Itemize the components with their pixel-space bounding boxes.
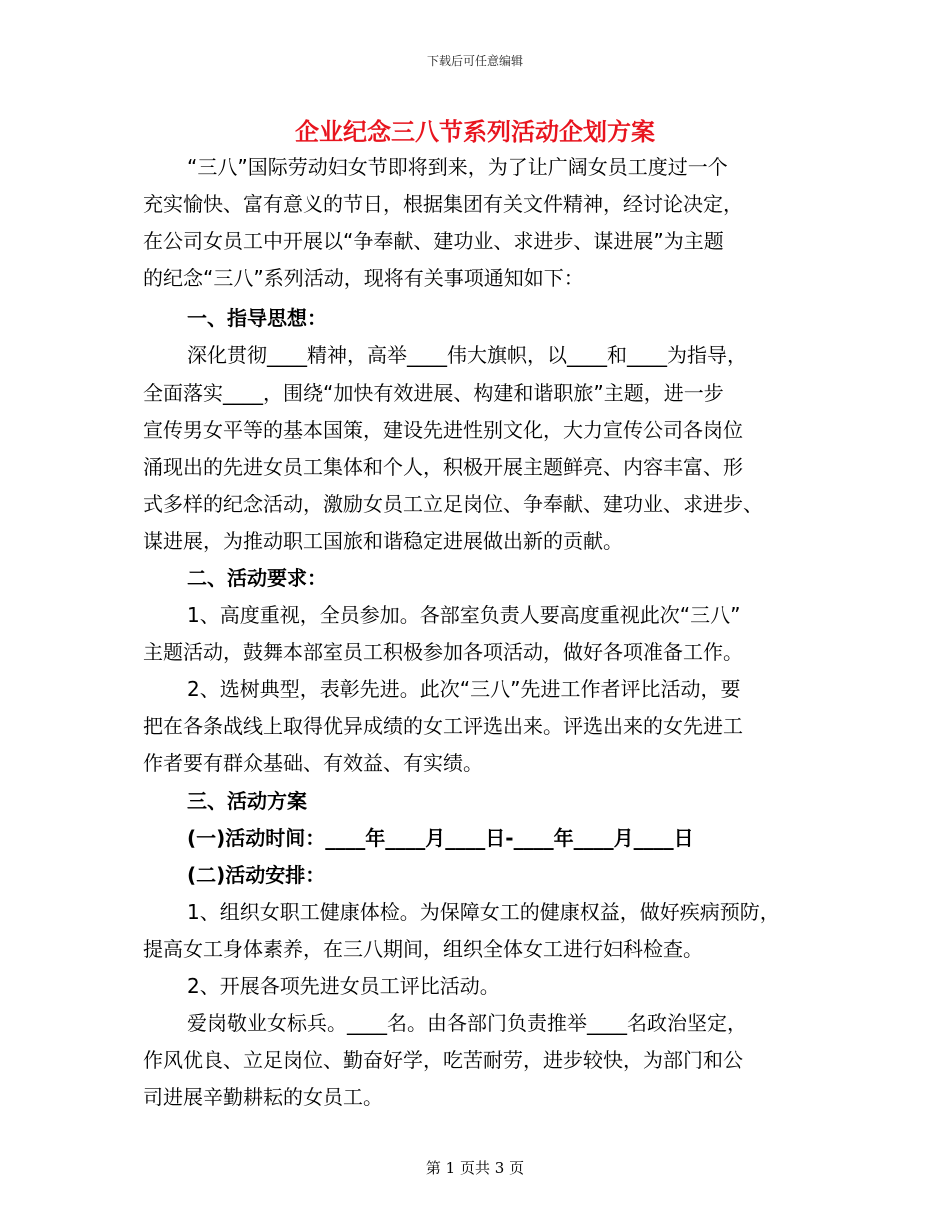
section-heading: 三、活动方案 bbox=[187, 789, 307, 813]
paragraph-line: 爱岗敬业女标兵。____名。由各部门负责推举____名政治坚定， bbox=[187, 1011, 747, 1035]
page-header: 下载后可任意编辑 bbox=[426, 54, 523, 68]
paragraph-line: 全面落实____，围绕“加快有效进展、构建和谐职旅”主题，进一步 bbox=[143, 381, 724, 405]
paragraph-line: 2、选树典型，表彰先进。此次“三八”先进工作者评比活动，要 bbox=[187, 677, 741, 701]
paragraph-line: 深化贯彻____精神，高举____伟大旗帜，以____和____为指导， bbox=[187, 343, 747, 367]
paragraph-line: 宣传男女平等的基本国策，建设先进性别文化，大力宣传公司各岗位 bbox=[143, 418, 743, 442]
paragraph-line: 把在各条战线上取得优异成绩的女工评选出来。评选出来的女先进工 bbox=[143, 714, 743, 738]
paragraph-line: 在公司女员工中开展以“争奉献、建功业、求进步、谋进展”为主题 bbox=[143, 229, 724, 253]
subsection-heading: (二)活动安排： bbox=[187, 863, 326, 887]
paragraph-line: 作风优良、立足岗位、勤奋好学，吃苦耐劳，进步较快，为部门和公 bbox=[143, 1048, 743, 1072]
section-heading: 二、活动要求： bbox=[187, 566, 327, 590]
document-title: 企业纪念三八节系列活动企划方案 bbox=[295, 118, 655, 146]
paragraph-line: 1、高度重视，全员参加。各部室负责人要高度重视此次“三八” bbox=[187, 603, 741, 627]
paragraph-line: 式多样的纪念活动，激励女员工立足岗位、争奉献、建功业、求进步、 bbox=[143, 492, 763, 516]
paragraph-line: 谋进展，为推动职工国旅和谐稳定进展做出新的贡献。 bbox=[143, 529, 623, 553]
page-footer: 第 1 页共 3 页 bbox=[425, 1159, 525, 1177]
subsection-heading: (一)活动时间：____年____月____日-____年____月____日 bbox=[187, 826, 694, 850]
paragraph-line: 司进展辛勤耕耘的女员工。 bbox=[143, 1085, 383, 1109]
paragraph-line: 的纪念“三八”系列活动，现将有关事项通知如下： bbox=[143, 266, 584, 290]
paragraph-line: 涌现出的先进女员工集体和个人，积极开展主题鲜亮、内容丰富、形 bbox=[143, 455, 743, 479]
paragraph-line: 作者要有群众基础、有效益、有实绩。 bbox=[143, 751, 483, 775]
paragraph-line: 1、组织女职工健康体检。为保障女工的健康权益，做好疾病预防， bbox=[187, 900, 780, 924]
section-heading: 一、指导思想： bbox=[187, 306, 327, 330]
paragraph-line: 2、开展各项先进女员工评比活动。 bbox=[187, 974, 500, 998]
paragraph-line: 充实愉快、富有意义的节日，根据集团有关文件精神，经讨论决定， bbox=[143, 192, 743, 216]
paragraph-line: 主题活动，鼓舞本部室员工积极参加各项活动，做好各项准备工作。 bbox=[143, 640, 743, 664]
paragraph-line: 提高女工身体素养，在三八期间，组织全体女工进行妇科检查。 bbox=[143, 937, 703, 961]
paragraph-line: “三八”国际劳动妇女节即将到来，为了让广阔女员工度过一个 bbox=[187, 155, 728, 179]
